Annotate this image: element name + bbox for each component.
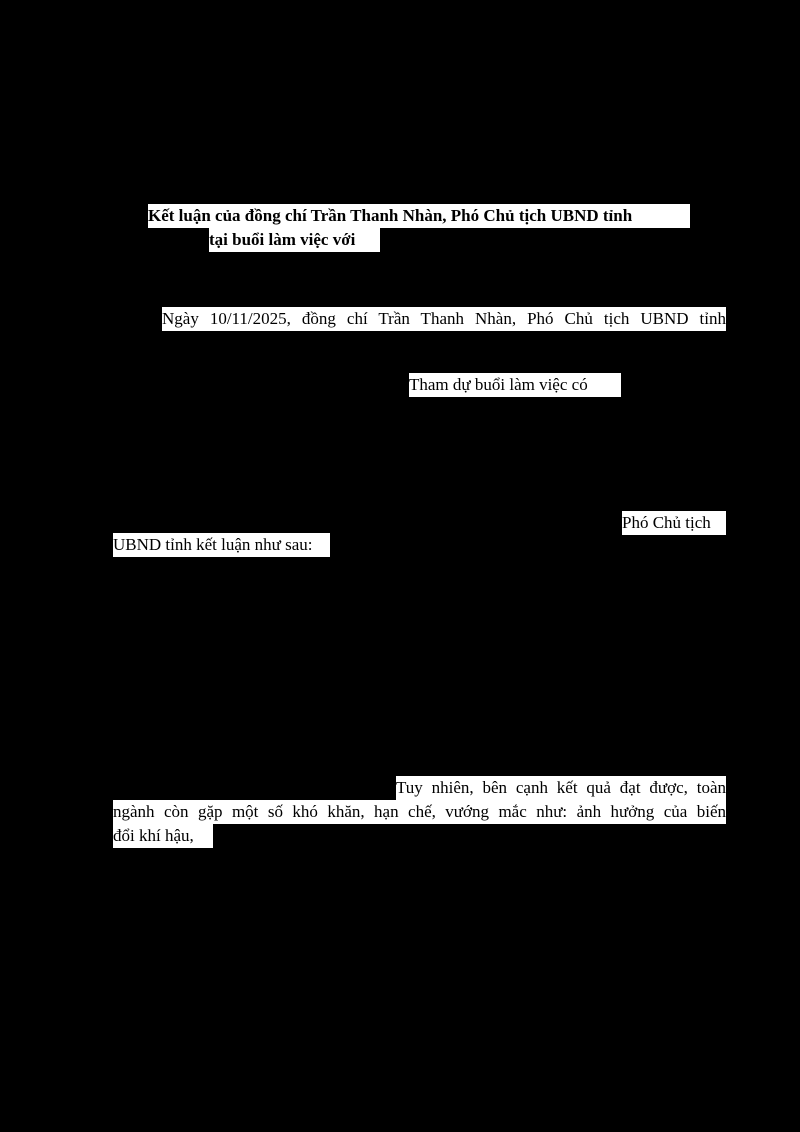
document-title-line-2: tại buổi làm việc với bbox=[209, 228, 380, 252]
paragraph-difficulties-line-2: ngành còn gặp một số khó khăn, hạn chế, vướng mắc như: ảnh hưởng của biến bbox=[113, 800, 726, 824]
paragraph-difficulties-line-1: Tuy nhiên, bên cạnh kết quả đạt được, toàn bbox=[396, 776, 726, 800]
paragraph-conclusion-line-1: Phó Chủ tịch bbox=[622, 511, 726, 535]
paragraph-difficulties-line-3: đổi khí hậu, bbox=[113, 824, 213, 848]
document-title-line-1: Kết luận của đồng chí Trần Thanh Nhàn, Phó Chủ tịch UBND tỉnh bbox=[148, 204, 690, 228]
paragraph-conclusion-line-2: UBND tỉnh kết luận như sau: bbox=[113, 533, 330, 557]
paragraph-date-intro: Ngày 10/11/2025, đồng chí Trần Thanh Nhàn, Phó Chủ tịch UBND tỉnh bbox=[162, 307, 726, 331]
paragraph-attendees: Tham dự buổi làm việc có bbox=[409, 373, 621, 397]
